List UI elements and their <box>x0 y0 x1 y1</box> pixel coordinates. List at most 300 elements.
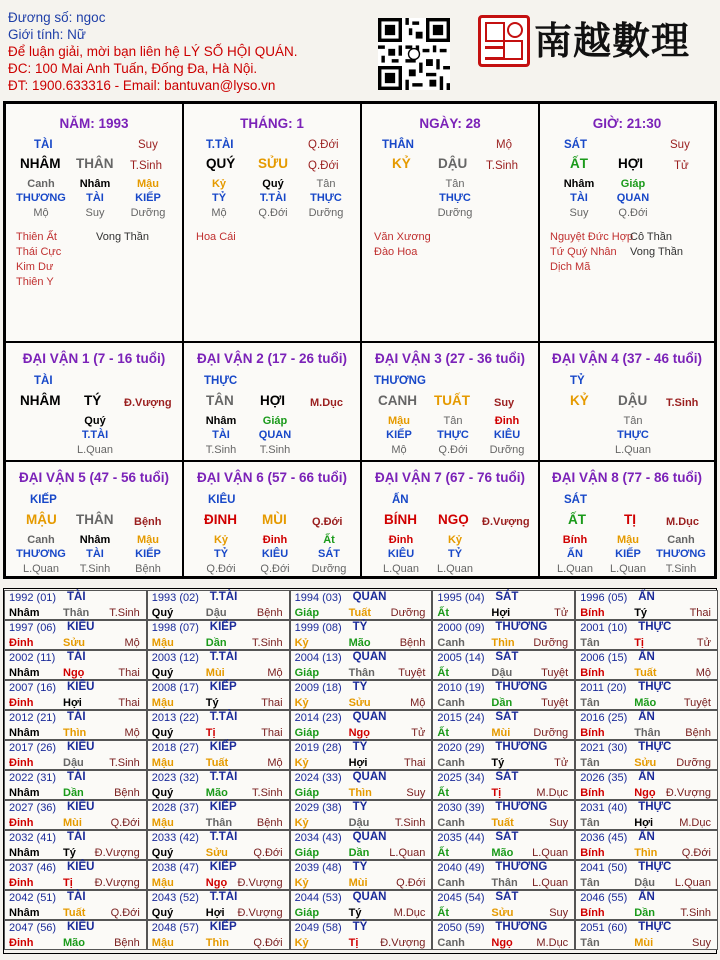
annual-cell <box>575 620 718 650</box>
annual-state: Thai <box>261 697 283 709</box>
annual-god: KIÊU <box>67 861 95 873</box>
annual-can: Canh <box>437 757 465 769</box>
hidden-god: THỰC <box>437 429 469 441</box>
annual-cell <box>4 860 147 890</box>
annual-state: Thai <box>261 727 283 739</box>
annual-god: T.TÀI <box>209 591 238 603</box>
annual-chi: Mùi <box>205 667 225 679</box>
pillar-day <box>361 103 539 342</box>
annual-state: Dưỡng <box>676 757 711 769</box>
annual-god: TỶ <box>352 621 368 633</box>
annual-year: 2017 (26) <box>9 742 57 754</box>
annual-god: SÁT <box>495 771 519 783</box>
gender: Giới tính: Nữ <box>8 27 86 42</box>
annual-cell <box>290 890 433 920</box>
annual-cell <box>4 650 147 680</box>
annual-chi: Mão <box>634 697 657 709</box>
annual-cell <box>147 920 290 950</box>
hidden-state: L.Quan <box>436 563 474 575</box>
annual-year: 2050 (59) <box>437 922 485 934</box>
annual-can: Bính <box>580 847 605 859</box>
annual-state: Suy <box>549 907 569 919</box>
hidden-state: T.Sinh <box>79 563 111 575</box>
annual-state: Tuyệt <box>398 667 426 679</box>
annual-year: 2020 (29) <box>437 742 485 754</box>
pillar-can: ẤT <box>570 156 588 171</box>
dai-van-title: ĐẠI VẬN 1 (7 - 16 tuổi) <box>22 351 166 366</box>
hidden-can: Nhâm <box>79 178 111 190</box>
annual-cell <box>290 800 433 830</box>
annual-chi: Tý <box>205 697 219 709</box>
hidden-can: Mậu <box>137 534 159 546</box>
dai-van-4 <box>539 342 715 461</box>
annual-state: Mộ <box>267 757 283 769</box>
annual-god: SÁT <box>495 651 519 663</box>
annual-can: Ất <box>437 787 449 799</box>
annual-chi: Tị <box>63 877 73 889</box>
pillar-can: QUÝ <box>206 156 236 171</box>
pillar-chi-note: T.Sinh <box>130 160 162 172</box>
annual-year: 1996 (05) <box>580 592 628 604</box>
annual-chi: Ngọ <box>634 787 656 799</box>
annual-cell <box>4 830 147 860</box>
annual-cell <box>575 680 718 710</box>
pillar-chi: HỢI <box>618 156 644 171</box>
annual-year: 1993 (02) <box>151 592 199 604</box>
annual-chi: Dần <box>348 847 370 859</box>
annual-year: 2043 (52) <box>151 892 199 904</box>
annual-luck-grid <box>3 588 717 954</box>
pillar-chi: THÂN <box>76 156 114 171</box>
annual-chi: Mùi <box>634 937 654 949</box>
annual-year: 1994 (03) <box>294 592 342 604</box>
annual-cell <box>575 650 718 680</box>
annual-year: 2023 (32) <box>151 772 199 784</box>
annual-year: 2001 (10) <box>580 622 628 634</box>
annual-cell <box>575 920 718 950</box>
annual-god: KIẾP <box>209 681 237 693</box>
annual-state: Tử <box>411 727 426 739</box>
annual-chi: Dậu <box>348 817 370 829</box>
annual-year: 2005 (14) <box>437 652 485 664</box>
annual-cell <box>4 710 147 740</box>
annual-chi: Sửu <box>634 757 657 769</box>
annual-cell <box>432 860 575 890</box>
hidden-god: KIẾP <box>615 548 641 560</box>
star-list-right: Vong Thần <box>96 231 150 243</box>
annual-year: 2040 (49) <box>437 862 485 874</box>
annual-chi: Hợi <box>63 697 82 709</box>
annual-year: 2029 (38) <box>294 802 342 814</box>
star-list-right: Cô Thần Vong Thần <box>630 231 684 258</box>
annual-cell <box>4 680 147 710</box>
annual-cell <box>432 920 575 950</box>
annual-can: Tân <box>580 757 600 769</box>
hidden-can: Quý <box>262 178 284 190</box>
annual-cell <box>4 770 147 800</box>
hidden-can: Nhâm <box>563 178 595 190</box>
annual-cell <box>4 740 147 770</box>
pillar-chi-note: Q.Đới <box>308 160 339 172</box>
annual-cell <box>147 830 290 860</box>
annual-can: Tân <box>580 937 600 949</box>
hidden-state: L.Quan <box>556 563 594 575</box>
annual-state: Q.Đới <box>110 907 140 919</box>
hidden-state: Dưỡng <box>437 207 473 219</box>
hidden-can: Canh <box>667 534 695 546</box>
annual-god: THỰC <box>638 921 672 933</box>
annual-chi: Sửu <box>348 697 371 709</box>
annual-god: TỶ <box>352 921 368 933</box>
annual-cell <box>4 620 147 650</box>
hidden-god: THƯƠNG <box>656 548 706 560</box>
annual-state: Suy <box>549 817 569 829</box>
annual-god: QUAN <box>352 891 387 903</box>
annual-can: Nhâm <box>9 847 40 859</box>
annual-can: Nhâm <box>9 907 40 919</box>
annual-chi: Tuất <box>205 757 229 769</box>
dai-van-can: ĐINH <box>204 512 237 527</box>
annual-chi: Tý <box>634 607 648 619</box>
annual-year: 2051 (60) <box>580 922 628 934</box>
dai-van-title: ĐẠI VẬN 8 (77 - 86 tuổi) <box>551 470 703 485</box>
annual-state: Q.Đới <box>253 847 283 859</box>
hidden-state: L.Quan <box>382 563 420 575</box>
annual-god: ẤN <box>638 891 655 903</box>
annual-year: 2046 (55) <box>580 892 628 904</box>
annual-year: 1998 (07) <box>151 622 199 634</box>
annual-god: T.TÀI <box>209 891 238 903</box>
dai-van-note: M.Dục <box>666 516 699 528</box>
annual-god: T.TÀI <box>209 831 238 843</box>
annual-cell <box>432 590 575 620</box>
annual-can: Mậu <box>151 817 174 829</box>
annual-can: Giáp <box>294 787 320 799</box>
annual-state: Bệnh <box>399 637 426 649</box>
annual-can: Giáp <box>294 607 320 619</box>
pillar-year <box>5 103 183 342</box>
dai-van-chi: HỢI <box>260 393 286 408</box>
hidden-state: L.Quan <box>76 444 114 456</box>
pillar-chi: DẬU <box>438 156 468 171</box>
dai-van-can: BÍNH <box>384 512 417 527</box>
annual-cell <box>147 680 290 710</box>
annual-god: SÁT <box>495 891 519 903</box>
pillar-title: NGÀY: 28 <box>419 116 481 131</box>
annual-year: 2013 (22) <box>151 712 199 724</box>
hidden-god: KIÊU <box>261 548 289 560</box>
annual-god: TỶ <box>352 741 368 753</box>
annual-cell <box>147 890 290 920</box>
annual-chi: Sửu <box>491 907 514 919</box>
hidden-god: TỶ <box>211 192 227 204</box>
address-line: ĐC: 100 Mai Anh Tuấn, Đống Đa, Hà Nội. <box>8 61 258 76</box>
hidden-god: THỰC <box>617 429 649 441</box>
hidden-can: Kỷ <box>211 178 227 190</box>
annual-can: Đinh <box>9 637 34 649</box>
annual-god: THỰC <box>638 621 672 633</box>
annual-god: KIẾP <box>209 741 237 753</box>
hidden-state: Q.Đới <box>258 207 288 219</box>
annual-chi: Dần <box>63 787 84 799</box>
annual-god: KIÊU <box>67 741 95 753</box>
annual-state: Mộ <box>267 667 283 679</box>
hidden-state: Q.Đới <box>618 207 648 219</box>
annual-state: T.Sinh <box>680 907 711 919</box>
annual-god: TÀI <box>67 771 86 783</box>
annual-cell <box>290 650 433 680</box>
annual-god: KIÊU <box>67 681 95 693</box>
dai-van-note: Bệnh <box>134 516 162 528</box>
annual-chi: Ngọ <box>348 727 370 739</box>
hidden-can: Tân <box>445 178 465 190</box>
annual-state: Mộ <box>124 727 140 739</box>
annual-year: 2039 (48) <box>294 862 342 874</box>
annual-cell <box>290 830 433 860</box>
dai-van-can: KỶ <box>570 393 589 408</box>
hidden-can: Tân <box>316 178 336 190</box>
dai-van-god: TÀI <box>34 375 53 387</box>
annual-chi: Tý <box>348 907 362 919</box>
annual-god: THỰC <box>638 681 672 693</box>
annual-cell <box>290 620 433 650</box>
annual-can: Nhâm <box>9 607 40 619</box>
pillar-top-god: THÂN <box>382 139 414 151</box>
annual-chi: Tị <box>348 937 359 949</box>
dai-van-chi: THÂN <box>76 512 114 527</box>
annual-cell <box>432 650 575 680</box>
dai-van-chi: DẬU <box>618 393 648 408</box>
annual-year: 2028 (37) <box>151 802 199 814</box>
annual-chi: Ngọ <box>63 667 85 679</box>
annual-chi: Tý <box>63 847 76 859</box>
annual-chi: Hợi <box>491 607 511 619</box>
chart-panel <box>3 101 717 579</box>
pillar-title: GIỜ: 21:30 <box>592 116 662 131</box>
annual-year: 2008 (17) <box>151 682 199 694</box>
annual-chi: Thìn <box>634 847 658 859</box>
annual-year: 1997 (06) <box>9 622 57 634</box>
annual-state: T.Sinh <box>252 637 283 649</box>
annual-god: THƯƠNG <box>495 621 548 633</box>
annual-year: 2038 (47) <box>151 862 199 874</box>
annual-can: Kỷ <box>294 877 309 889</box>
annual-year: 2047 (56) <box>9 922 57 934</box>
annual-chi: Dần <box>634 907 655 919</box>
annual-cell <box>575 740 718 770</box>
pillar-title: NĂM: 1993 <box>59 116 129 131</box>
annual-can: Canh <box>437 637 465 649</box>
annual-can: Đinh <box>9 877 34 889</box>
annual-state: Q.Đới <box>253 937 283 949</box>
annual-cell <box>147 590 290 620</box>
annual-can: Ất <box>437 667 449 679</box>
pillar-can: NHÂM <box>20 156 61 171</box>
annual-chi: Dậu <box>205 607 227 619</box>
annual-god: T.TÀI <box>209 651 238 663</box>
hidden-state: Q.Đới <box>206 563 236 575</box>
pillar-top-god: TÀI <box>34 139 53 151</box>
annual-god: KIẾP <box>209 921 237 933</box>
annual-year: 2000 (09) <box>437 622 485 634</box>
annual-year: 2033 (42) <box>151 832 199 844</box>
annual-cell <box>147 800 290 830</box>
annual-cell <box>575 590 718 620</box>
dai-van-can: TÂN <box>206 393 234 408</box>
annual-cell <box>147 740 290 770</box>
annual-state: Bệnh <box>114 787 140 799</box>
annual-god: KIẾP <box>209 801 237 813</box>
annual-state: Đ.Vượng <box>94 847 140 859</box>
seal-stamp-icon <box>478 15 530 67</box>
dai-van-chi: TUẤT <box>434 393 470 408</box>
dai-van-chi: NGỌ <box>438 512 469 527</box>
annual-state: Tuyệt <box>683 697 711 709</box>
hidden-can: Mậu <box>137 178 159 190</box>
annual-year: 2006 (15) <box>580 652 628 664</box>
hidden-can: Đinh <box>494 415 520 427</box>
annual-state: T.Sinh <box>109 757 140 769</box>
annual-cell <box>432 680 575 710</box>
annual-chi: Mão <box>205 787 228 799</box>
hidden-god: THỰC <box>310 192 342 204</box>
annual-cell <box>290 920 433 950</box>
hidden-can: Tân <box>443 415 463 427</box>
annual-chi: Ngọ <box>205 877 228 889</box>
annual-can: Bính <box>580 727 605 739</box>
hidden-god: TÀI <box>212 429 230 441</box>
hidden-god: TỶ <box>447 548 463 560</box>
hidden-can: Kỷ <box>213 534 229 546</box>
annual-chi: Thân <box>634 727 661 739</box>
annual-can: Kỷ <box>294 937 309 949</box>
annual-chi: Mùi <box>63 817 82 829</box>
annual-can: Mậu <box>151 697 174 709</box>
hidden-god: TÀI <box>570 192 588 204</box>
hidden-god: TÀI <box>86 192 104 204</box>
annual-year: 2042 (51) <box>9 892 57 904</box>
annual-year: 2048 (57) <box>151 922 199 934</box>
hidden-state: Q.Đới <box>260 563 290 575</box>
annual-cell <box>290 590 433 620</box>
hidden-state: T.Sinh <box>259 444 291 456</box>
annual-year: 2041 (50) <box>580 862 628 874</box>
annual-cell <box>575 770 718 800</box>
annual-year: 2018 (27) <box>151 742 199 754</box>
annual-year: 2019 (28) <box>294 742 342 754</box>
hidden-can: Canh <box>27 178 55 190</box>
dai-van-chi: TÝ <box>84 393 102 408</box>
annual-chi: Hợi <box>205 907 225 919</box>
dai-van-god: ẤN <box>392 494 409 506</box>
dai-van-title: ĐẠI VẬN 5 (47 - 56 tuổi) <box>18 470 170 485</box>
dai-van-note: Suy <box>494 397 515 409</box>
dai-van-title: ĐẠI VẬN 7 (67 - 76 tuổi) <box>374 470 526 485</box>
annual-can: Giáp <box>294 727 320 739</box>
annual-cell <box>575 890 718 920</box>
annual-cell <box>290 710 433 740</box>
hidden-god: KIẾP <box>135 192 161 204</box>
annual-cell <box>432 770 575 800</box>
annual-year: 2030 (39) <box>437 802 485 814</box>
annual-state: Đ.Vượng <box>237 877 283 889</box>
annual-can: Canh <box>437 697 465 709</box>
hidden-god: T.TÀI <box>259 192 287 204</box>
hidden-god: KIẾP <box>386 429 412 441</box>
annual-year: 2026 (35) <box>580 772 628 784</box>
annual-chi: Thìn <box>63 727 87 739</box>
pillar-title: THÁNG: 1 <box>240 116 304 131</box>
annual-can: Bính <box>580 667 605 679</box>
dai-van-note: M.Dục <box>310 397 343 409</box>
annual-year: 1995 (04) <box>437 592 485 604</box>
annual-year: 2002 (11) <box>9 652 56 664</box>
dai-van-god: SÁT <box>564 494 587 506</box>
annual-chi: Dậu <box>491 667 513 679</box>
annual-god: THƯƠNG <box>495 861 548 873</box>
annual-can: Đinh <box>9 697 34 709</box>
dai-van-5 <box>5 461 183 577</box>
dai-van-title: ĐẠI VẬN 4 (37 - 46 tuổi) <box>551 351 703 366</box>
annual-god: THỰC <box>638 861 672 873</box>
dai-van-can: NHÂM <box>20 393 61 408</box>
annual-can: Đinh <box>9 817 34 829</box>
hidden-can: Tân <box>623 415 643 427</box>
annual-chi: Mùi <box>348 877 368 889</box>
annual-god: KIÊU <box>67 921 95 933</box>
star-list-left: Văn Xương Đào Hoa <box>374 231 431 258</box>
annual-state: Dưỡng <box>390 607 426 619</box>
pillar-hour <box>539 103 715 342</box>
annual-chi: Hợi <box>348 757 368 769</box>
annual-state: M.Dục <box>393 907 426 919</box>
pillar-month <box>183 103 361 342</box>
annual-state: T.Sinh <box>394 817 426 829</box>
annual-can: Đinh <box>9 757 34 769</box>
annual-chi: Tuất <box>634 667 657 679</box>
annual-can: Quý <box>151 667 174 679</box>
annual-chi: Thân <box>205 817 233 829</box>
hidden-state: Suy <box>85 207 105 219</box>
annual-can: Canh <box>437 937 465 949</box>
hidden-state: Dưỡng <box>311 563 347 575</box>
dai-van-title: ĐẠI VẬN 3 (27 - 36 tuổi) <box>374 351 526 366</box>
annual-state: Đ.Vượng <box>665 787 711 799</box>
annual-god: TÀI <box>67 591 86 603</box>
hidden-state: L.Quan <box>614 444 652 456</box>
hidden-can: Nhâm <box>79 534 111 546</box>
annual-state: Thai <box>118 697 140 709</box>
annual-chi: Dần <box>491 697 513 709</box>
dai-van-note: T.Sinh <box>666 397 699 409</box>
annual-can: Nhâm <box>9 667 40 679</box>
hidden-can: Canh <box>27 534 55 546</box>
annual-year: 2037 (46) <box>9 862 57 874</box>
contact-line: Để luận giải, mời bạn liên hệ LÝ SỐ HỘI QUÁN. <box>8 44 298 59</box>
annual-god: TỶ <box>352 861 368 873</box>
annual-cell <box>432 620 575 650</box>
annual-can: Bính <box>580 907 605 919</box>
annual-can: Mậu <box>151 877 174 889</box>
hidden-state: Suy <box>569 207 589 219</box>
annual-state: T.Sinh <box>109 607 140 619</box>
annual-god: KIÊU <box>67 621 95 633</box>
dai-van-can: MẬU <box>26 512 57 527</box>
annual-state: Bệnh <box>256 607 283 619</box>
annual-state: Bệnh <box>685 727 711 739</box>
annual-chi: Tuất <box>63 907 86 919</box>
annual-state: Q.Đới <box>396 877 426 889</box>
